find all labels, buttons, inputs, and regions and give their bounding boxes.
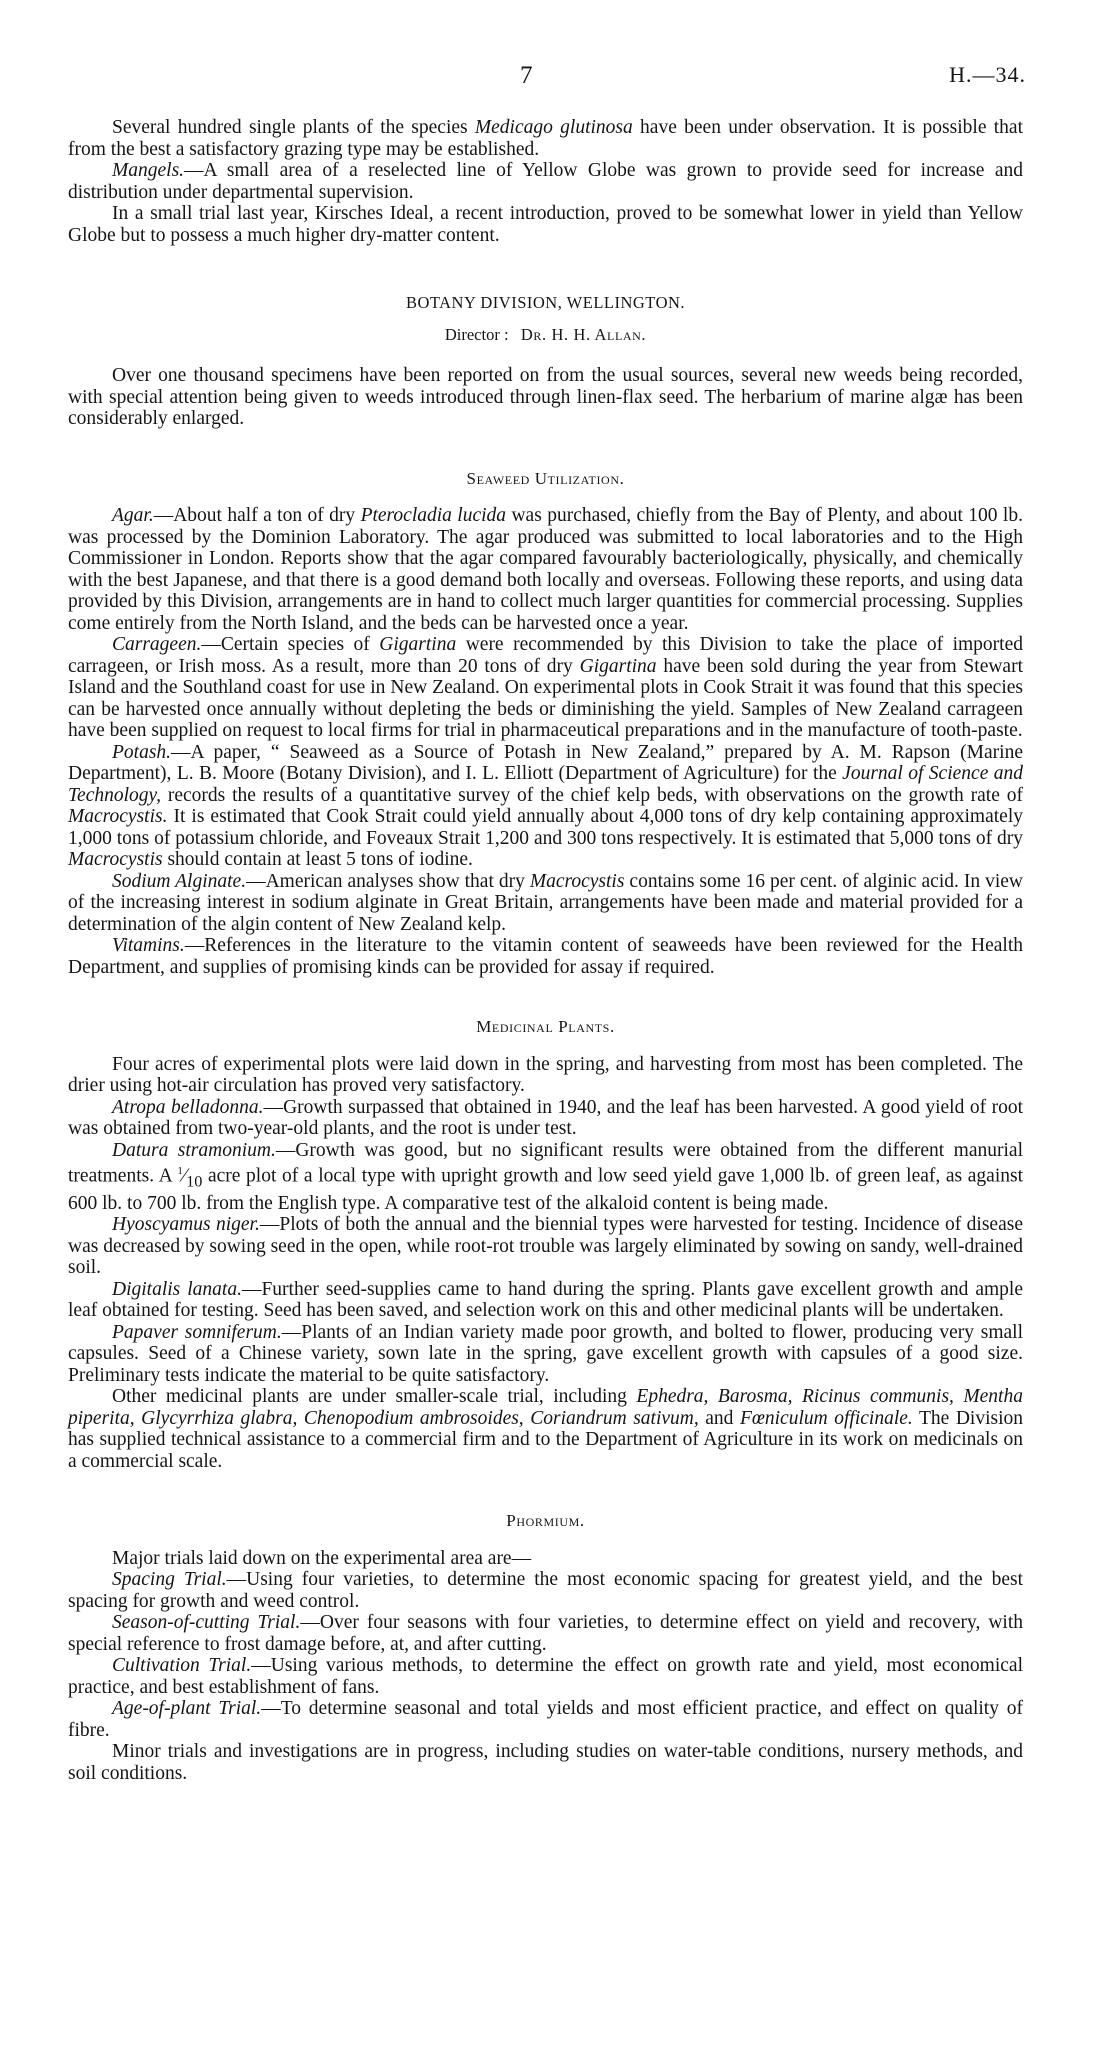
page-body [68, 117, 1023, 1784]
paragraph-minor-trials: Minor trials and investigations are in progress, including studies on water-table conditions, nursery methods, and soil conditions. [68, 1741, 1023, 1784]
paragraph-medicago: Several hundred single plants of the species Medicago glutinosa have been under observation. It is possible that from the best a satisfactory grazing type may be established. [68, 117, 1023, 160]
page-number: 7 [520, 62, 533, 89]
paragraph-agar: Agar.—About half a ton of dry Pterocladia lucida was purchased, chiefly from the Bay of Plenty, and about 100 lb. was processed by the Dominion Laboratory. The agar produced was submitted to local laboratories and to the High Commissioner in London. Reports show that the agar compared favourably bacteriologically, physically, and chemically with the best Japanese, and that there is a good demand both locally and overseas. Following these reports, and using data provided by this Division, arrangements are in hand to collect much larger quantities for commercial processing. Supplies come entirely from the North Island, and the beds can be harvested once a year. [68, 505, 1023, 634]
paragraph-spacing-trial: Spacing Trial.—Using four varieties, to determine the most economic spacing for greatest yield, and the best spacing for growth and weed control. [68, 1569, 1023, 1612]
director-line: Director : Dr. H. H. Allan. [444, 324, 647, 344]
heading-botany-division: BOTANY DIVISION, WELLINGTON. [405, 293, 686, 312]
paragraph-mangels: Mangels.—A small area of a reselected line of Yellow Globe was grown to provide seed for increase and distribution under departmental supervision. [68, 160, 1023, 203]
paragraph-major-trials: Major trials laid down on the experimental area are— [112, 1547, 532, 1569]
paragraph-datura: Datura stramonium.—Growth was good, but no significant results were obtained from the different manurial treatments. A $^1⁄_{10}$ acre plot of a local type with upright growth and low seed yield gave 1,000 lb. of green leaf, as against 600 lb. to 700 lb. from the English type. A comparative test of the alkaloid content is being made. [68, 1139, 1024, 1214]
heading-medicinal-plants: Medicinal Plants. [476, 1017, 615, 1036]
paragraph-vitamins: Vitamins.—References in the literature to the vitamin content of seaweeds have been reviewed for the Health Department, and supplies of promising kinds can be provided for assay if required. [68, 935, 1023, 978]
paragraph-papaver: Papaver somniferum.—Plants of an Indian variety made poor growth, and bolted to flower, producing very small capsules. Seed of a Chinese variety, sown late in the spring, gave excellent growth with capsules of a good size. Preliminary tests indicate the material to be quite satisfactory. [68, 1321, 1023, 1386]
paragraph-season-trial: Season-of-cutting Trial.—Over four seasons with four varieties, to determine effect on yield and recovery, with special reference to frost damage before, at, and after cutting. [68, 1612, 1023, 1655]
paragraph-experimental-plots: Four acres of experimental plots were laid down in the spring, and harvesting from most has been completed. The drier using hot-air circulation has proved very satisfactory. [68, 1053, 1023, 1096]
fraction-numerator: 1 [177, 1165, 183, 1177]
paragraph-age-trial: Age-of-plant Trial.—To determine seasonal and total yields and most efficient practice, and effect on quality of fibre. [68, 1698, 1024, 1741]
paragraph-sodium-alginate: Sodium Alginate.—American analyses show that dry Macrocystis contains some 16 per cent. of alginic acid. In view of the increasing interest in sodium alginate in Great Britain, arrangements have been made and material provided for a determination of the algin content of New Zealand kelp. [68, 870, 1023, 935]
paragraph-hyoscyamus: Hyoscyamus niger.—Plots of both the annual and the biennial types were harvested for testing. Incidence of disease was decreased by sowing seed in the open, while root-rot trouble was largely eliminated by sowing on sandy, well-drained soil. [68, 1214, 1023, 1279]
paragraph-atropa: Atropa belladonna.—Growth surpassed that obtained in 1940, and the leaf has been harvested. A good yield of root was obtained from two-year-old plants, and the root is under test. [68, 1096, 1023, 1139]
paragraph-carrageen: Carrageen.—Certain species of Gigartina were recommended by this Division to take the place of imported carrageen, or Irish moss. As a result, more than 20 tons of dry Gigartina have been sold during the year from Stewart Island and the Southland coast for use in New Zealand. On experimental plots in Cook Strait it was found that this species can be harvested once annually without depleting the beds or diminishing the yield. Samples of New Zealand carrageen have been supplied on request to local firms for trial in pharmaceutical preparations and in the manufacture of tooth-paste. [68, 634, 1023, 741]
document-code: H.—34. [949, 62, 1026, 87]
fraction-denominator: 10 [186, 1172, 203, 1191]
paragraph-kirsches: In a small trial last year, Kirsches Ideal, a recent introduction, proved to be somewhat lower in yield than Yellow Globe but to possess a much higher dry-matter content. [68, 203, 1023, 246]
heading-seaweed-utilization: Seaweed Utilization. [466, 468, 625, 488]
paragraph-digitalis: Digitalis lanata.—Further seed-supplies came to hand during the spring. Plants gave excellent growth and ample leaf obtained for testing. Seed has been saved, and selection work on this and other medicinal plants will be undertaken. [68, 1278, 1023, 1322]
paragraph-other-medicinals: Other medicinal plants are under smaller-scale trial, including Ephedra, Barosma, Ricinus communis, Mentha piperita, Glycyrrhiza glabra, Chenopodium ambrosoides, Coriandrum sativum, and Fœniculum officinale. The Division has supplied technical assistance to a commercial firm and to the Department of Agriculture in its work on medicinals on a commercial scale. [68, 1386, 1023, 1472]
paragraph-potash: Potash.—A paper, “ Seaweed as a Source of Potash in New Zealand,” prepared by A. M. Rapson (Marine Department), L. B. Moore (Botany Division), and I. L. Elliott (Department of Agriculture) for the Journal of Science and Technology, records the results of a quantitative survey of the chief kelp beds, with observations on the growth rate of Macrocystis. It is estimated that Cook Strait could yield annually about 4,000 tons of dry kelp containing approximately 1,000 tons of potassium chloride, and Foveaux Strait 1,200 and 300 tons respectively. It is estimated that 5,000 tons of dry Macrocystis should contain at least 5 tons of iodine. [68, 741, 1023, 870]
paragraph-specimens: Over one thousand specimens have been reported on from the usual sources, several new weeds being recorded, with special attention being given to weeds introduced through linen-flax seed. The herbarium of marine algæ has been considerably enlarged. [68, 365, 1023, 429]
heading-phormium: Phormium. [506, 1511, 585, 1531]
paragraph-cultivation-trial: Cultivation Trial.—Using various methods, to determine the effect on growth rate and yield, most economical practice, and best establishment of fans. [68, 1655, 1023, 1698]
